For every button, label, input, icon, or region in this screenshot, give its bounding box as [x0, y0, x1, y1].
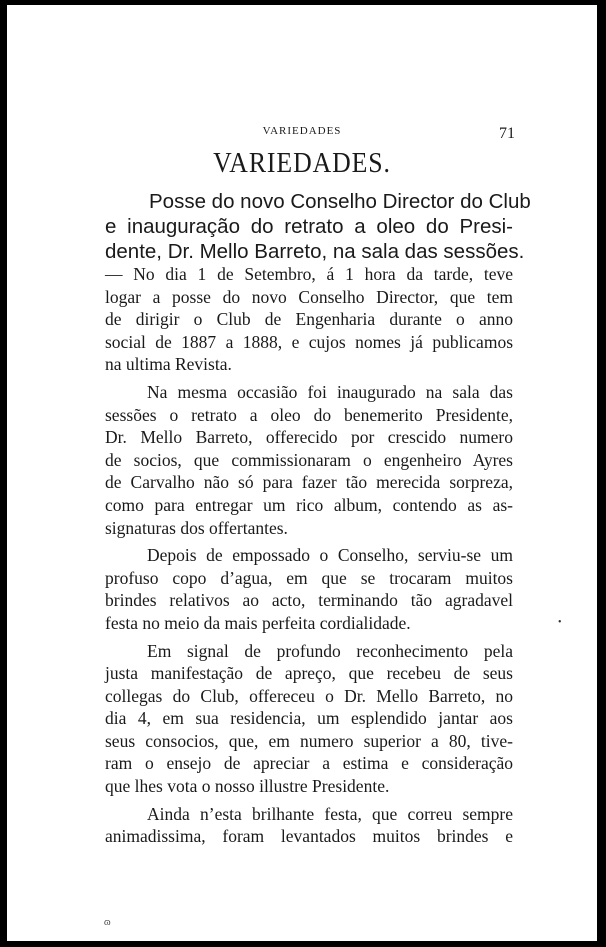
text-line: collegas do Club, offereceu o Dr. Mello Barreto, no	[105, 685, 513, 706]
text-line: que lhes vota o nosso illustre Presidente.	[105, 776, 390, 797]
article-body	[105, 263, 513, 848]
text-line: social de 1887 a 1888, e cujos nomes já publicamos	[105, 331, 513, 352]
page-number: 71	[499, 125, 515, 142]
text-line: seus consocios, que, em numero superior a 80, tive-	[105, 730, 513, 751]
text-line: Em signal de profundo reconhecimento pela	[147, 640, 513, 661]
text-line: na ultima Revista.	[105, 354, 232, 375]
text-line: Ainda n’esta brilhante festa, que correu sempre	[147, 803, 513, 824]
article-heading	[105, 189, 531, 264]
text-line: animadissima, foram levantados muitos brindes e	[105, 826, 513, 847]
text-line: sessões o retrato a oleo do benemerito Presidente,	[105, 404, 513, 425]
text-line: profuso copo d’agua, em que se trocaram muitos	[105, 567, 513, 588]
scan-speck: ɷ	[104, 917, 111, 928]
heading-line: e inauguração do retrato a oleo do Presi-	[105, 215, 513, 238]
heading-line: Posse do novo Conselho Director do Club	[149, 190, 531, 213]
book-page	[7, 5, 597, 941]
text-line: de dirigir o Club de Engenharia durante o anno	[105, 309, 513, 330]
text-line: Depois de empossado o Conselho, serviu-se um	[147, 545, 513, 566]
text-line: brindes relativos ao acto, terminando tão agradavel	[105, 590, 513, 611]
section-title: VARIEDADES.	[213, 148, 391, 179]
text-line: justa manifestação de apreço, que recebeu de seus	[105, 663, 513, 684]
text-line: — No dia 1 de Setembro, á 1 hora da tarde, teve	[105, 264, 513, 284]
text-line: signaturas dos offertantes.	[105, 517, 288, 538]
running-head: VARIEDADES	[262, 125, 342, 137]
text-line: ram o ensejo de apreciar a estima e consideração	[105, 753, 513, 774]
text-line: de Carvalho não só para fazer tão merecida sorpreza,	[105, 472, 513, 493]
text-line: dia 4, em sua residencia, um esplendido jantar aos	[105, 708, 513, 729]
text-line: de socios, que commissionaram o engenheiro Ayres	[105, 449, 513, 470]
heading-line: dente, Dr. Mello Barreto, na sala das sessões.	[105, 240, 525, 263]
text-line: logar a posse do novo Conselho Director, que tem	[105, 286, 513, 307]
text-line: como para entregar um rico album, contendo as as-	[105, 494, 513, 515]
text-line: Na mesma occasião foi inaugurado na sala das	[147, 381, 513, 402]
scan-speck: •	[558, 617, 562, 628]
text-line: Dr. Mello Barreto, offerecido por crescido numero	[105, 427, 513, 448]
text-line: festa no meio da mais perfeita cordialidade.	[105, 612, 411, 633]
